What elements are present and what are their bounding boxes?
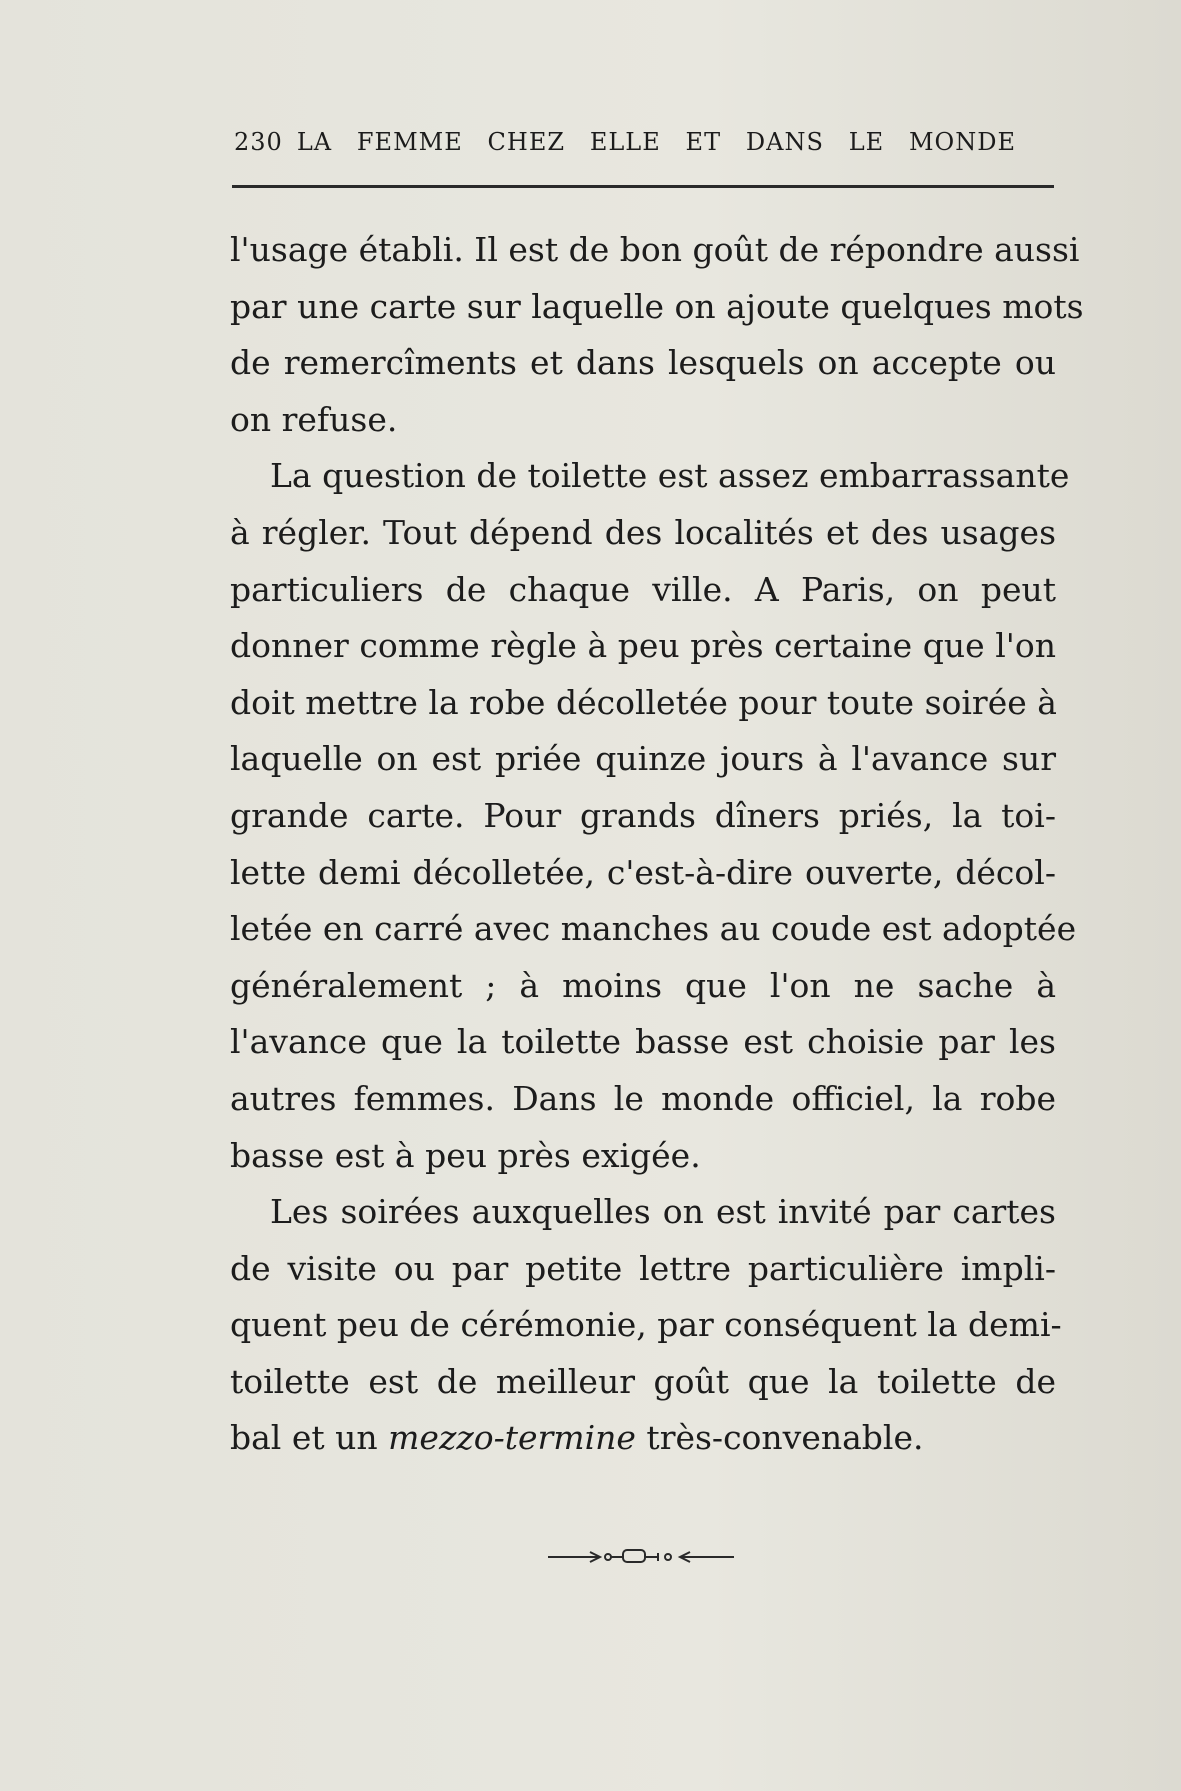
text-line: l'avance que la toilette basse est choisie par les [230, 1022, 1056, 1062]
text-line: particuliers de chaque ville. A Paris, on peut [230, 569, 1056, 609]
text-line: à régler. Tout dépend des localités et des usages [230, 512, 1056, 552]
body-text [230, 222, 1084, 1467]
text-line: autres femmes. Dans le monde officiel, la robe [230, 1078, 1056, 1118]
final-line-after: très-convenable. [635, 1418, 924, 1458]
running-title-word: ELLE [589, 128, 661, 156]
text-line: basse est à peu près exigée. [230, 1135, 701, 1175]
running-title-word: DANS [745, 128, 824, 156]
running-header [234, 128, 1016, 156]
text-line: letée en carré avec manches au coude est adoptée [230, 909, 1077, 949]
text-line: de remercîments et dans lesquels on accepte ou [230, 343, 1056, 383]
running-title-word: FEMME [356, 128, 463, 156]
text-line: l'usage établi. Il est de bon goût de répondre aussi [230, 230, 1080, 269]
header-rule [232, 185, 1054, 188]
text-line: généralement ; à moins que l'on ne sache à [230, 965, 1056, 1005]
text-line: doit mettre la robe décolletée pour toute soirée à [230, 682, 1057, 722]
running-title-word: CHEZ [487, 128, 566, 156]
text-line: lette demi décolletée, c'est-à-dire ouverte, décol- [230, 852, 1056, 892]
text-line: laquelle on est priée quinze jours à l'avance sur [230, 739, 1056, 779]
page-number: 230 [234, 128, 283, 156]
text-line-final [230, 1410, 1056, 1467]
running-title [297, 128, 1016, 156]
running-title-word: LA [296, 128, 333, 156]
text-line: de visite ou par petite lettre particulière impli- [230, 1248, 1056, 1288]
text-line: par une carte sur laquelle on ajoute quelques mots [230, 286, 1084, 326]
text-line: toilette est de meilleur goût que la toilette de [230, 1361, 1056, 1401]
text-line: Les soirées auxquelles on est invité par cartes [270, 1192, 1056, 1232]
text-line: quent peu de cérémonie, par conséquent la demi- [230, 1305, 1062, 1345]
running-title-word: ET [685, 128, 722, 156]
tailpiece-ornament [548, 1545, 734, 1569]
final-line-italic: mezzo-termine [388, 1418, 636, 1458]
final-line-before: bal et un [230, 1418, 389, 1458]
running-title-word: MONDE [908, 128, 1016, 156]
text-line: La question de toilette est assez embarrassante [270, 456, 1070, 496]
text-line: grande carte. Pour grands dîners priés, la toi- [230, 795, 1056, 835]
text-line: on refuse. [230, 399, 398, 439]
running-title-word: LE [848, 128, 885, 156]
text-line: donner comme règle à peu près certaine que l'on [230, 626, 1056, 666]
